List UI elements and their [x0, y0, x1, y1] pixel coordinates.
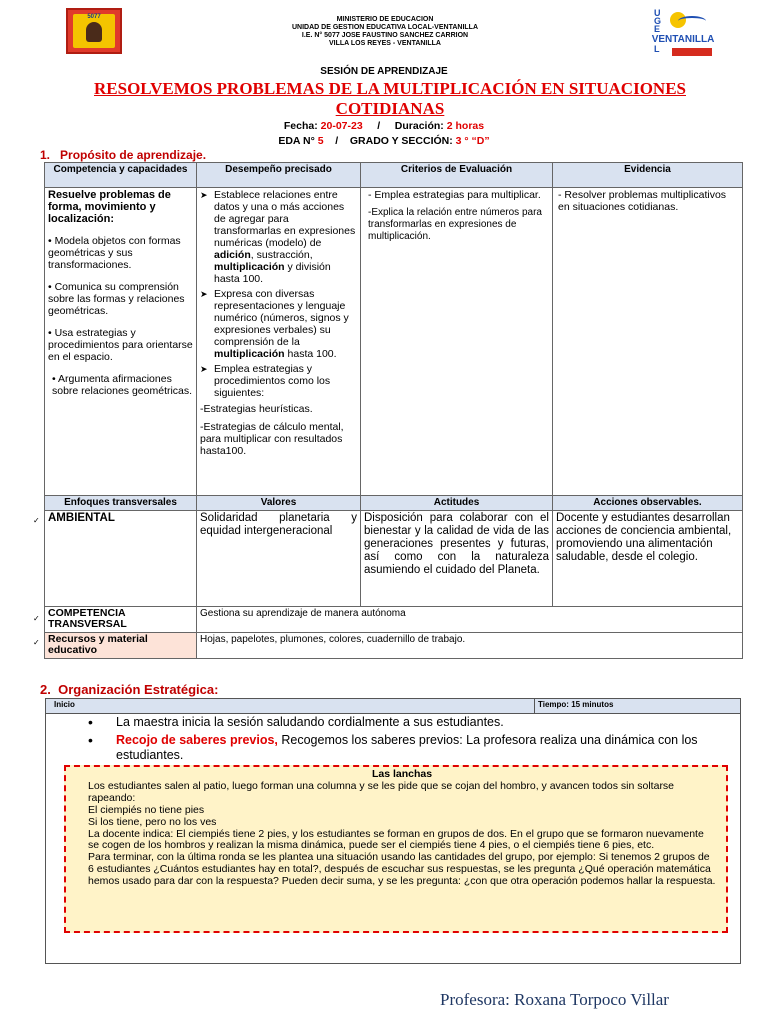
enfoque-cell: AMBIENTAL: [45, 511, 197, 607]
desempeno-cell: ➤ Establece relaciones entre datos y una o más acciones de agregar para transformarlas en expresiones numéricas (modelo) de adición, sustracción, multiplicación y división hasta 100. ➤ Expresa con diversas representaciones y lenguaje numérico (números, signos y expresiones verbales) su comprensión de la multiplicación hasta 100. ➤ Emplea estrategias y procedimientos como los siguientes: -Estrategias heurísticas. -Estrategias de cálculo mental, para multiplicar con resultados hasta100.: [197, 188, 361, 496]
session-label: SESIÓN DE APRENDIZAJE: [320, 66, 448, 77]
tiempo-label: Tiempo: 15 minutos: [538, 700, 614, 709]
eda-grade: EDA N° 5 / GRADO Y SECCIÓN: 3 ° “D”: [278, 135, 490, 147]
acciones-cell: Docente y estudiantes desarrollan acciones de conciencia ambiental, promoviendo una alimentación saludable, desde el colegio.: [553, 511, 743, 607]
header-evidencia: Evidencia: [553, 163, 743, 188]
section-1-title: 1. Propósito de aprendizaje.: [40, 148, 207, 162]
recursos-label: Recursos y material educativo: [45, 633, 197, 659]
teacher-signature: Profesora: Roxana Torpoco Villar: [440, 990, 669, 1009]
check-icon: ✓: [33, 516, 40, 525]
header-competencia: Competencia y capacidades: [45, 163, 197, 188]
comp-trans-value: Gestiona su aprendizaje de manera autónoma: [197, 607, 743, 633]
actitudes-cell: Disposición para colaborar con el bienestar y la calidad de vida de las generaciones presentes y futuras, así como con la naturaleza asumiendo el cuidado del Planeta.: [361, 511, 553, 607]
header-desempeno: Desempeño precisado: [197, 163, 361, 188]
activity-box: Las lanchas Los estudiantes salen al patio, luego forman una columna y se les pide que se cojan del hombro, y avancen todos sin soltarse rapeando: El ciempiés no tiene pies Si los tiene, pero no los ves La docente indica: El ciempiés tiene 2 pies, y los estudiantes se forman en grupos de dos. En el grupo que se formaron nuevamente se cogen de los hombros y realizan la misma dinámica, puede ser el ciempiés tiene 4 pies, o el ciempiés tiene 6 pies, etc. Para terminar, con la última ronda se les plantea una situación usando las cantidades del grupo, por ejemplo: Si tenemos 2 grupos de 6 estudiantes ¿Cuántos estudiantes hay en total?, después de escuchar sus respuestas, se les pregunta ¿Qué operación matemática hemos usado para dar con la respuesta? Pueden decir suma, y se les pregunta: ¿con que otra operación podemos hallar la respuesta.: [64, 765, 728, 933]
list-item: • La maestra inicia la sesión saludando cordialmente a sus estudiantes.: [86, 715, 734, 730]
ugel-logo: U G E L VENTANILLA: [651, 8, 715, 54]
criterios-cell: - Emplea estrategias para multiplicar. -Explica la relación entre números para transformarlas en expresiones de multiplicación.: [361, 188, 553, 496]
check-icon: ✓: [33, 638, 40, 647]
school-logo: [66, 8, 122, 54]
inicio-label: Inicio: [54, 700, 75, 709]
competencia-cell: Resuelve problemas de forma, movimiento y localización: • Modela objetos con formas geométricas y sus transformaciones. • Comunica su comprensión sobre las formas y relaciones geométricas. • Usa estrategias y procedimientos para orientarse en el espacio. • Argumenta afirmaciones sobre relaciones geométricas.: [45, 188, 197, 496]
page-title: RESOLVEMOS PROBLEMAS DE LA MULTIPLICACIÓN EN SITUACIONES COTIDIANAS: [94, 79, 686, 118]
valores-cell: Solidaridad planetaria y equidad intergeneracional: [197, 511, 361, 607]
date-duration: Fecha: 20-07-23 / Duración: 2 horas: [283, 120, 485, 132]
inicio-bullets: [86, 715, 734, 766]
strategy-table: [45, 698, 741, 964]
institution-header: MINISTERIO DE EDUCACION UNIDAD DE GESTION EDUCATIVA LOCAL-VENTANILLA I.E. N° 5077 JOSE FAUSTINO SANCHEZ CARRION VILLA LOS REYES - VENTANILLA: [291, 16, 478, 47]
check-icon: ✓: [33, 614, 40, 623]
evidencia-cell: - Resolver problemas multiplicativos en situaciones cotidianas.: [553, 188, 743, 496]
recursos-value: Hojas, papelotes, plumones, colores, cuadernillo de trabajo.: [197, 633, 743, 659]
logo-year: 5077: [87, 14, 101, 20]
list-item: • Recojo de saberes previos, Recogemos los saberes previos: La profesora realiza una dinámica con los estudiantes.: [86, 733, 734, 763]
purpose-table: Competencia y capacidades Desempeño precisado Criterios de Evaluación Evidencia Resuelve problemas de forma, movimiento y localización: • Modela objetos con formas geométricas y sus transformaciones. • Comunica su comprensión sobre las formas y relaciones geométricas. • Usa estrategias y procedimientos para orientarse en el espacio. • Argumenta afirmaciones sobre relaciones geométricas. ➤ Establece relaciones entre datos y una o más acciones de agregar para transformarlas en expresiones numéricas (modelo) de adición, sustracción, multiplicación y división hasta 100. ➤ Expresa con diversas representaciones y lenguaje numérico (números, signos y expresiones verbales) su comprensión de la multiplicación hasta 100. ➤ Emplea estrategias y procedimientos como los siguientes: -Estrategias heurísticas. -Estrategias de cálculo mental, para multiplicar con resultados hasta100. - Emplea estrategias para multiplicar. -Explica la relación entre números para transformarlas en expresiones de multiplicación. - Resolver problemas multiplicativos en situaciones cotidianas. Enfoques transversales Valores Actitudes Acciones observables. AMBIENTAL Solidaridad planetaria y equidad intergeneracional Disposición para colaborar con el bienestar y la calidad de vida de las generaciones presentes y futuras, así como con la naturaleza asumiendo el cuidado del Planeta. Docente y estudiantes desarrollan acciones de conciencia ambiental, promoviendo una alimentación saludable, desde el colegio. COMPETENCIA TRANSVERSAL Gestiona su aprendizaje de manera autónoma Recursos y material educativo Hojas, papelotes, plumones, colores, cuadernillo de trabajo.: [44, 162, 743, 659]
header-criterios: Criterios de Evaluación: [361, 163, 553, 188]
section-2-title: 2. Organización Estratégica:: [40, 682, 219, 697]
activity-title: Las lanchas: [371, 768, 433, 780]
comp-trans-label: COMPETENCIA TRANSVERSAL: [45, 607, 197, 633]
